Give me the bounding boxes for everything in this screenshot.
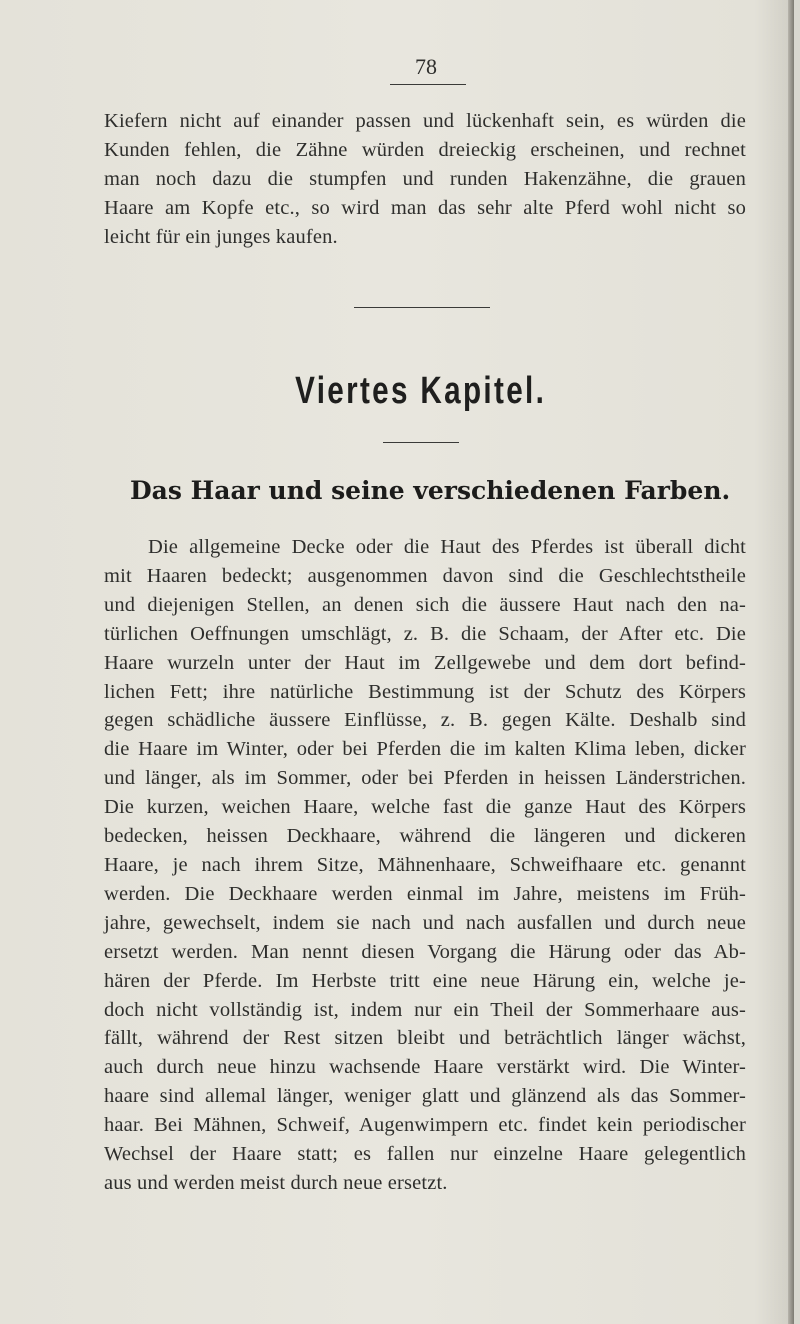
text-line: und diejenigen Stellen, an denen sich die äussere Haut nach den na- (104, 593, 746, 616)
page-edge-shadow (788, 0, 794, 1324)
text-line: Kunden fehlen, die Zähne würden dreieckig erscheinen, und rechnet (104, 138, 746, 161)
section-title: Das Haar und seine verschiedenen Farben. (130, 476, 731, 505)
text-line: mit Haaren bedeckt; ausgenommen davon sind die Geschlechtstheile (104, 564, 746, 587)
text-line: haare sind allemal länger, weniger glatt und glänzend als das Sommer- (104, 1085, 746, 1108)
text-line: leicht für ein junges kaufen. (104, 225, 338, 248)
text-line: türlichen Oeffnungen umschlägt, z. B. die Schaam, der After etc. Die (104, 622, 746, 645)
section-divider (354, 307, 490, 308)
text-line: Wechsel der Haare statt; es fallen nur einzelne Haare gelegentlich (104, 1143, 746, 1166)
text-line: lichen Fett; ihre natürliche Bestimmung ist der Schutz des Körpers (104, 680, 746, 703)
text-line: Die allgemeine Decke oder die Haut des Pferdes ist überall dicht (148, 536, 746, 558)
page-number: 78 (415, 54, 437, 79)
text-line: haar. Bei Mähnen, Schweif, Augenwimpern etc. findet kein periodischer (104, 1114, 746, 1137)
page-number-rule (390, 84, 466, 85)
text-line: man noch dazu die stumpfen und runden Hakenzähne, die grauen (104, 167, 746, 190)
chapter-heading: Viertes Kapitel. (295, 370, 547, 412)
text-line: die Haare im Winter, oder bei Pferden die im kalten Klima leben, dicker (104, 738, 746, 761)
text-line: und länger, als im Sommer, oder bei Pferden in heissen Länderstrichen. (104, 767, 746, 790)
text-line: hären der Pferde. Im Herbste tritt eine neue Härung ein, welche je- (104, 969, 746, 992)
text-line: Die kurzen, weichen Haare, welche fast die ganze Haut des Körpers (104, 796, 746, 819)
text-line: Haare, je nach ihrem Sitze, Mähnenhaare, Schweifhaare etc. genannt (104, 853, 746, 876)
text-line: Kiefern nicht auf einander passen und lückenhaft sein, es würden die (104, 110, 746, 132)
text-line: auch durch neue hinzu wachsende Haare verstärkt wird. Die Winter- (104, 1056, 746, 1079)
text-line: Haare wurzeln unter der Haut im Zellgewebe und dem dort befind- (104, 651, 746, 674)
text-line: fällt, während der Rest sitzen bleibt und beträchtlich länger wächst, (104, 1027, 746, 1050)
main-paragraph (104, 533, 746, 1198)
text-line: ersetzt werden. Man nennt diesen Vorgang die Härung oder das Ab- (104, 940, 746, 963)
text-line: Haare am Kopfe etc., so wird man das sehr alte Pferd wohl nicht so (104, 196, 746, 219)
text-line: bedecken, heissen Deckhaare, während die längeren und dickeren (104, 825, 746, 848)
text-line: jahre, gewechselt, indem sie nach und nach ausfallen und durch neue (104, 911, 746, 934)
chapter-rule (383, 442, 459, 443)
text-line: gegen schädliche äussere Einflüsse, z. B. gegen Kälte. Deshalb sind (104, 709, 746, 732)
top-paragraph (104, 107, 746, 252)
text-line: aus und werden meist durch neue ersetzt. (104, 1171, 448, 1194)
text-line: doch nicht vollständig ist, indem nur ein Theil der Sommerhaare aus- (104, 998, 746, 1021)
text-line: werden. Die Deckhaare werden einmal im Jahre, meistens im Früh- (104, 882, 746, 905)
